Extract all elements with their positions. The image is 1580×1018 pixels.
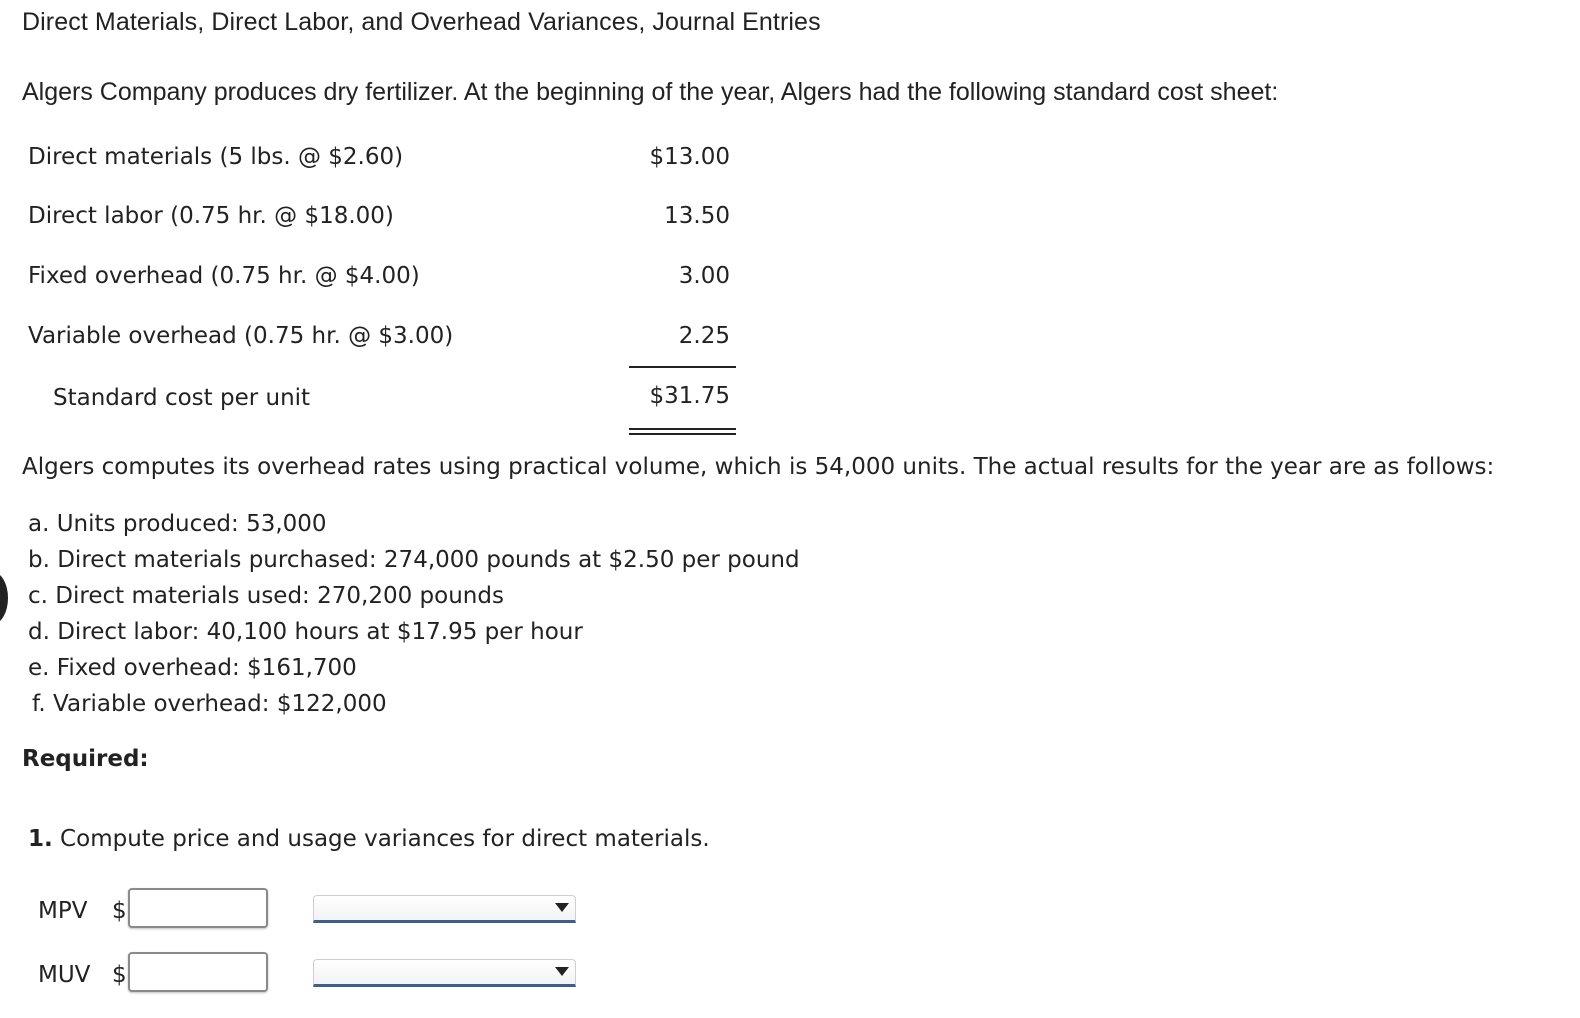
chevron-down-icon (555, 967, 569, 976)
mpv-amount-input[interactable] (128, 888, 268, 928)
cost-amount: 2.25 (678, 323, 730, 349)
list-item: d. Direct labor: 40,100 hours at $17.95 per hour (28, 619, 583, 645)
page-title: Direct Materials, Direct Labor, and Overhead Variances, Journal Entries (22, 8, 821, 36)
question-1 (28, 826, 710, 852)
cost-row-direct-materials (28, 144, 736, 178)
currency-symbol: $ (112, 898, 127, 924)
actual-results-list (28, 506, 800, 722)
currency-symbol: $ (112, 962, 127, 988)
cost-amount: 3.00 (678, 263, 730, 289)
total-amount: $31.75 (649, 383, 730, 409)
question-text: Compute price and usage variances for direct materials. (52, 826, 710, 852)
cost-amount: 13.50 (664, 203, 730, 229)
cost-amount: $13.00 (649, 144, 730, 170)
list-item: a. Units produced: 53,000 (28, 511, 327, 537)
subtotal-rule (629, 366, 736, 368)
list-item: f. Variable overhead: $122,000 (32, 691, 387, 717)
muv-answer-row (38, 952, 598, 998)
muv-amount-input[interactable] (128, 952, 268, 992)
edge-marker (0, 572, 8, 624)
list-item: b. Direct materials purchased: 274,000 pounds at $2.50 per pound (28, 547, 800, 573)
cost-row-variable-overhead (28, 323, 736, 357)
chevron-down-icon (555, 903, 569, 912)
question-number: 1. (28, 826, 53, 852)
muv-label: MUV (38, 962, 91, 988)
list-item: c. Direct materials used: 270,200 pounds (28, 583, 504, 609)
cost-label: Fixed overhead (0.75 hr. @ $4.00) (28, 263, 420, 289)
cost-label: Direct materials (5 lbs. @ $2.60) (28, 144, 404, 170)
mpv-favorability-select[interactable] (313, 895, 576, 923)
required-heading: Required: (22, 746, 149, 772)
intro-text: Algers Company produces dry fertilizer. At the beginning of the year, Algers had the following standard cost sheet: (22, 78, 1279, 106)
muv-favorability-select[interactable] (313, 959, 576, 987)
cost-label: Variable overhead (0.75 hr. @ $3.00) (28, 323, 454, 349)
results-intro-text: Algers computes its overhead rates using practical volume, which is 54,000 units. The actual results for the year are as follows: (22, 454, 1495, 480)
cost-row-fixed-overhead (28, 263, 736, 297)
list-item: e. Fixed overhead: $161,700 (28, 655, 357, 681)
cost-row-direct-labor (28, 203, 736, 237)
cost-row-total (28, 385, 736, 419)
cost-label: Direct labor (0.75 hr. @ $18.00) (28, 203, 394, 229)
mpv-label: MPV (38, 898, 88, 924)
total-double-rule (629, 428, 736, 435)
mpv-answer-row (38, 888, 598, 934)
total-label: Standard cost per unit (53, 385, 311, 411)
